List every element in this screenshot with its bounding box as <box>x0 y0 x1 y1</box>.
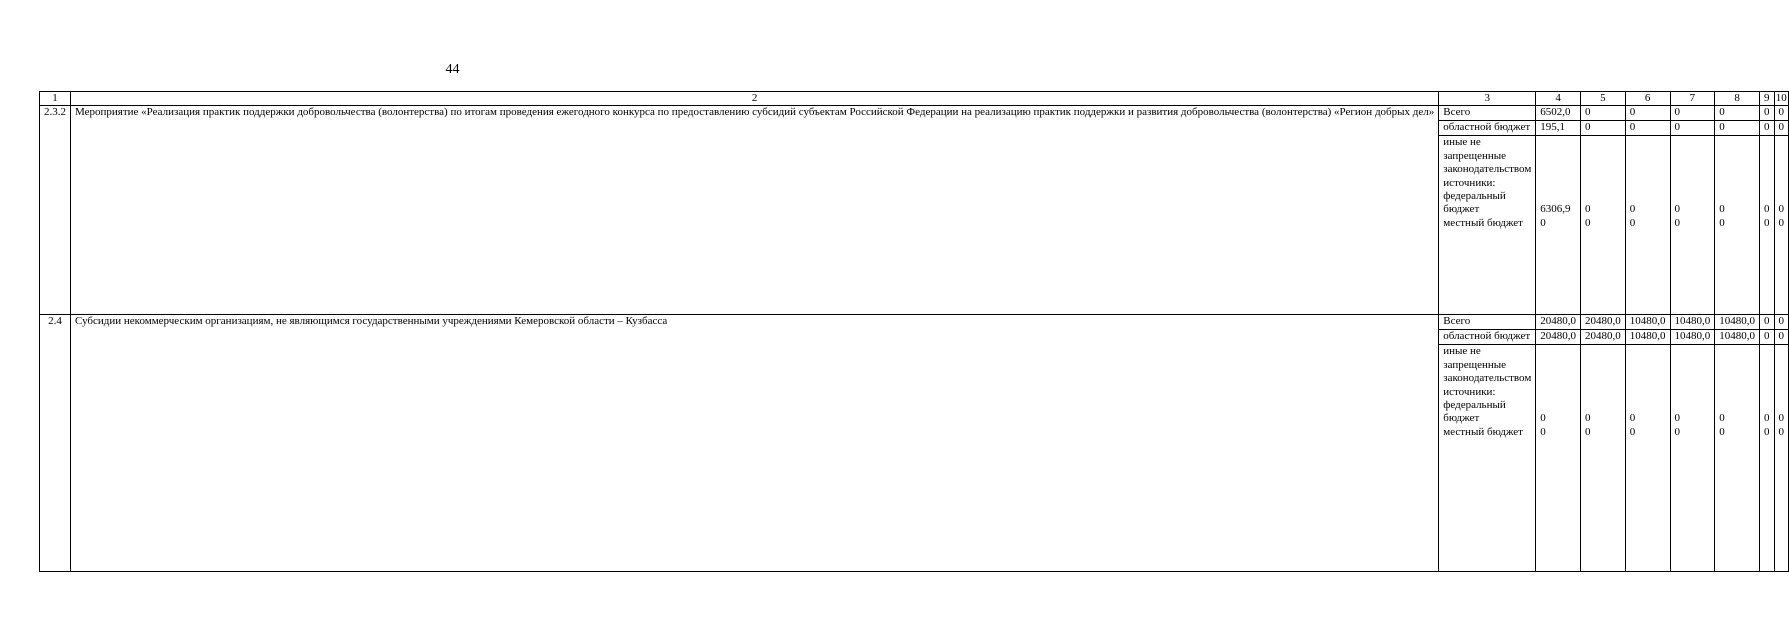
value-cell: 0 <box>1715 106 1760 121</box>
value-cell: 0 <box>1760 121 1775 136</box>
header-cell: 9 <box>1760 92 1775 106</box>
federal-value: 0 <box>1719 203 1725 216</box>
local-value: 0 <box>1764 425 1770 438</box>
value-cell: 10480,0 <box>1715 315 1760 330</box>
federal-value: 0 <box>1629 412 1636 425</box>
value-cell <box>1581 136 1626 315</box>
federal-value: 0 <box>1674 412 1681 425</box>
local-value: 0 <box>1540 425 1546 438</box>
federal-value: 0 <box>1764 203 1770 216</box>
local-value: 0 <box>1629 216 1636 229</box>
value-cell: 0 <box>1670 121 1715 136</box>
value-cell: 20480,0 <box>1536 315 1581 330</box>
value-cell <box>1536 345 1581 572</box>
source-label <box>1439 136 1536 315</box>
local-value: 0 <box>1719 216 1725 229</box>
table-row <box>40 315 1789 330</box>
local-value: 0 <box>1674 216 1681 229</box>
federal-budget-label: федеральный <box>1443 399 1506 412</box>
item-code: 2.4 <box>40 315 71 572</box>
source-label: областной бюджет <box>1439 121 1536 136</box>
value-cell: 10480,0 <box>1715 330 1760 345</box>
federal-budget-label: бюджет <box>1443 412 1480 425</box>
federal-budget-label: бюджет <box>1443 203 1480 216</box>
budget-table <box>39 91 1789 572</box>
value-cell: 0 <box>1715 121 1760 136</box>
source-label <box>1439 345 1536 572</box>
item-name: Субсидии некоммерческим организациям, не являющимся государственными учреждениями Кемеровской области – Кузбасса <box>71 315 1439 572</box>
header-cell: 4 <box>1536 92 1581 106</box>
table-row <box>40 106 1789 121</box>
value-cell: 10480,0 <box>1625 330 1670 345</box>
local-value: 0 <box>1585 216 1591 229</box>
value-cell: 195,1 <box>1536 121 1581 136</box>
value-cell: 20480,0 <box>1581 315 1626 330</box>
value-cell: 0 <box>1774 330 1789 345</box>
value-cell: 10480,0 <box>1670 315 1715 330</box>
value-cell <box>1760 136 1775 315</box>
federal-value: 0 <box>1778 412 1785 425</box>
header-cell: 2 <box>71 92 1439 106</box>
value-cell: 0 <box>1670 106 1715 121</box>
other-sources-label: запрещенные <box>1443 149 1507 162</box>
federal-value: 0 <box>1540 412 1546 425</box>
other-sources-label: источники: <box>1443 176 1496 189</box>
value-cell: 0 <box>1774 106 1789 121</box>
value-cell: 0 <box>1625 106 1670 121</box>
value-cell <box>1581 345 1626 572</box>
value-cell: 0 <box>1774 121 1789 136</box>
source-label: областной бюджет <box>1439 330 1536 345</box>
value-cell: 10480,0 <box>1670 330 1715 345</box>
federal-value: 0 <box>1778 203 1785 216</box>
value-cell <box>1774 136 1789 315</box>
federal-value: 0 <box>1585 203 1591 216</box>
value-cell <box>1670 345 1715 572</box>
header-cell: 1 <box>40 92 71 106</box>
header-row <box>40 92 1789 106</box>
value-cell: 6502,0 <box>1536 106 1581 121</box>
value-cell <box>1625 136 1670 315</box>
other-sources-label: законодательством <box>1443 372 1532 385</box>
value-cell <box>1670 136 1715 315</box>
local-value: 0 <box>1764 216 1770 229</box>
value-cell <box>1715 136 1760 315</box>
value-cell: 20480,0 <box>1581 330 1626 345</box>
header-cell: 7 <box>1670 92 1715 106</box>
source-label: Всего <box>1439 315 1536 330</box>
other-sources-label: законодательством <box>1443 163 1532 176</box>
federal-value: 6306,9 <box>1540 203 1571 216</box>
value-cell: 0 <box>1774 315 1789 330</box>
item-name: Мероприятие «Реализация практик поддержки добровольчества (волонтерства) по итогам проведения ежегодного конкурса по предоставлению субсидий субъектам Российской Федерации на реализацию практик поддержки и развития добровольчества (волонтерства) «Регион добрых дел» <box>71 106 1439 315</box>
value-cell <box>1774 345 1789 572</box>
value-cell <box>1536 136 1581 315</box>
value-cell: 0 <box>1625 121 1670 136</box>
value-cell: 10480,0 <box>1625 315 1670 330</box>
other-sources-label: источники: <box>1443 385 1496 398</box>
local-value: 0 <box>1585 425 1591 438</box>
local-value: 0 <box>1778 216 1785 229</box>
local-budget-label: местный бюджет <box>1443 216 1523 229</box>
header-cell: 3 <box>1439 92 1536 106</box>
local-budget-label: местный бюджет <box>1443 425 1523 438</box>
item-code: 2.3.2 <box>40 106 71 315</box>
value-cell: 0 <box>1760 315 1775 330</box>
header-cell: 5 <box>1581 92 1626 106</box>
local-value: 0 <box>1778 425 1785 438</box>
other-sources-label: запрещенные <box>1443 358 1507 371</box>
value-cell <box>1760 345 1775 572</box>
value-cell: 0 <box>1760 106 1775 121</box>
header-cell: 6 <box>1625 92 1670 106</box>
value-cell: 0 <box>1581 121 1626 136</box>
local-value: 0 <box>1540 216 1546 229</box>
value-cell: 0 <box>1581 106 1626 121</box>
local-value: 0 <box>1629 425 1636 438</box>
federal-value: 0 <box>1719 412 1725 425</box>
value-cell: 20480,0 <box>1536 330 1581 345</box>
federal-value: 0 <box>1585 412 1591 425</box>
value-cell <box>1715 345 1760 572</box>
other-sources-label: иные не <box>1443 345 1481 358</box>
local-value: 0 <box>1719 425 1725 438</box>
federal-budget-label: федеральный <box>1443 190 1506 203</box>
federal-value: 0 <box>1764 412 1770 425</box>
header-cell: 10 <box>1775 92 1787 104</box>
page-number: 44 <box>445 62 460 77</box>
value-cell <box>1625 345 1670 572</box>
header-cell: 8 <box>1715 92 1760 106</box>
other-sources-label: иные не <box>1443 136 1481 149</box>
federal-value: 0 <box>1629 203 1636 216</box>
local-value: 0 <box>1674 425 1681 438</box>
federal-value: 0 <box>1674 203 1681 216</box>
source-label: Всего <box>1439 106 1536 121</box>
value-cell: 0 <box>1760 330 1775 345</box>
